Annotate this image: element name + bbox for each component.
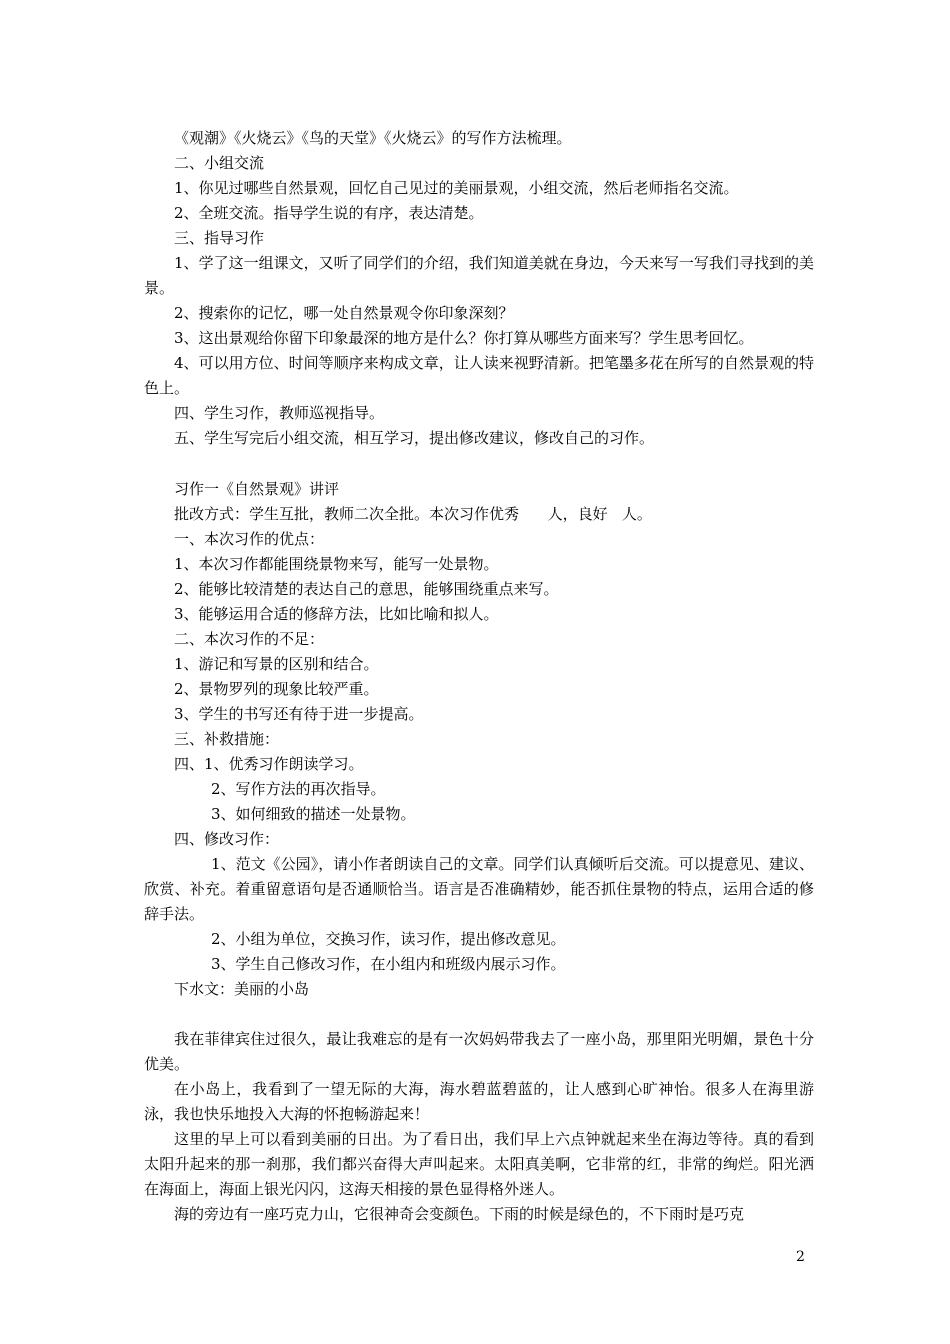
list-item: 2、景物罗列的现象比较严重。 <box>174 680 379 698</box>
section-heading: 三、指导习作 <box>174 229 265 247</box>
list-item: 2、小组为单位，交换习作，读习作，提出修改意见。 <box>211 930 566 948</box>
paragraph: 这里的早上可以看到美丽的日出。为了看日出，我们早上六点钟就起来坐在海边等待。真的看到太阳升起来的那一刹那，我们都兴奋得大声叫起来。太阳真美啊，它非常的红，非常的绚烂。阳光洒在海面上，海面上银光闪闪，这海天相接的景色显得格外迷人。 <box>144 1130 814 1198</box>
section-heading: 四、学生习作，教师巡视指导。 <box>174 404 385 422</box>
list-item: 2、能够比较清楚的表达自己的意思，能够围绕重点来写。 <box>174 580 559 598</box>
list-item: 3、学生自己修改习作，在小组内和班级内展示习作。 <box>211 955 566 973</box>
section-heading: 四、修改习作： <box>174 830 280 848</box>
paragraph: 4、可以用方位、时间等顺序来构成文章，让人读来视野清新。把笔墨多花在所写的自然景观的特色上。 <box>144 354 814 397</box>
text-line: 3、这出景观给你留下印象最深的地方是什么？你打算从哪些方面来写？学生思考回忆。 <box>174 329 754 347</box>
blank-line <box>144 1002 814 1027</box>
paragraph: 1、学了这一组课文，又听了同学们的介绍，我们知道美就在身边，今天来写一写我们寻找到的美景。 <box>144 254 814 297</box>
list-item: 3、能够运用合适的修辞方法，比如比喻和拟人。 <box>174 605 499 623</box>
text-line: 2、搜索你的记忆，哪一处自然景观令你印象深刻？ <box>174 304 514 322</box>
section-heading: 二、小组交流 <box>174 154 265 172</box>
page-number: 2 <box>796 1249 805 1265</box>
section-heading: 三、补救措施： <box>174 730 280 748</box>
list-item: 2、写作方法的再次指导。 <box>211 780 386 798</box>
subtitle: 习作一《自然景观》讲评 <box>174 480 340 498</box>
list-item: 1、游记和写景的区别和结合。 <box>174 655 379 673</box>
paragraph: 在小岛上，我看到了一望无际的大海，海水碧蓝碧蓝的，让人感到心旷神怡。很多人在海里游泳，我也快乐地投入大海的怀抱畅游起来！ <box>144 1080 814 1123</box>
paragraph: 我在菲律宾住过很久，最让我难忘的是有一次妈妈带我去了一座小岛，那里阳光明媚，景色十分优美。 <box>144 1030 814 1073</box>
list-item: 3、学生的书写还有待于进一步提高。 <box>174 705 424 723</box>
section-heading: 五、学生写完后小组交流，相互学习，提出修改建议，修改自己的习作。 <box>174 429 655 447</box>
text-line: 1、你见过哪些自然景观，回忆自己见过的美丽景观，小组交流，然后老师指名交流。 <box>174 179 739 197</box>
list-item: 3、如何细致的描述一处景物。 <box>211 805 416 823</box>
section-heading: 一、本次习作的优点： <box>174 530 325 548</box>
section-heading: 二、本次习作的不足： <box>174 630 325 648</box>
paragraph: 1、范文《公园》，请小作者朗读自己的文章。同学们认真倾听后交流。可以提意见、建议、欣赏、补充。着重留意语句是否通顺恰当。语言是否准确精妙，能否抓住景物的特点，运用合适的修辞手法。 <box>144 855 814 923</box>
paragraph: 海的旁边有一座巧克力山，它很神奇会变颜色。下雨的时候是绿色的，不下雨时是巧克 <box>174 1205 745 1223</box>
document-body <box>144 126 814 1227</box>
text-line: 2、全班交流。指导学生说的有序，表达清楚。 <box>174 204 484 222</box>
text-line: 批改方式：学生互批，教师二次全批。本次习作优秀 人，良好 人。 <box>174 505 652 523</box>
blank-line <box>144 451 814 477</box>
list-item: 四、1、优秀习作朗读学习。 <box>174 755 364 773</box>
list-item: 1、本次习作都能围绕景物来写，能写一处景物。 <box>174 555 499 573</box>
text-line: 《观潮》《火烧云》《鸟的天堂》《火烧云》的写作方法梳理。 <box>174 129 572 147</box>
subtitle: 下水文：美丽的小岛 <box>174 980 310 998</box>
